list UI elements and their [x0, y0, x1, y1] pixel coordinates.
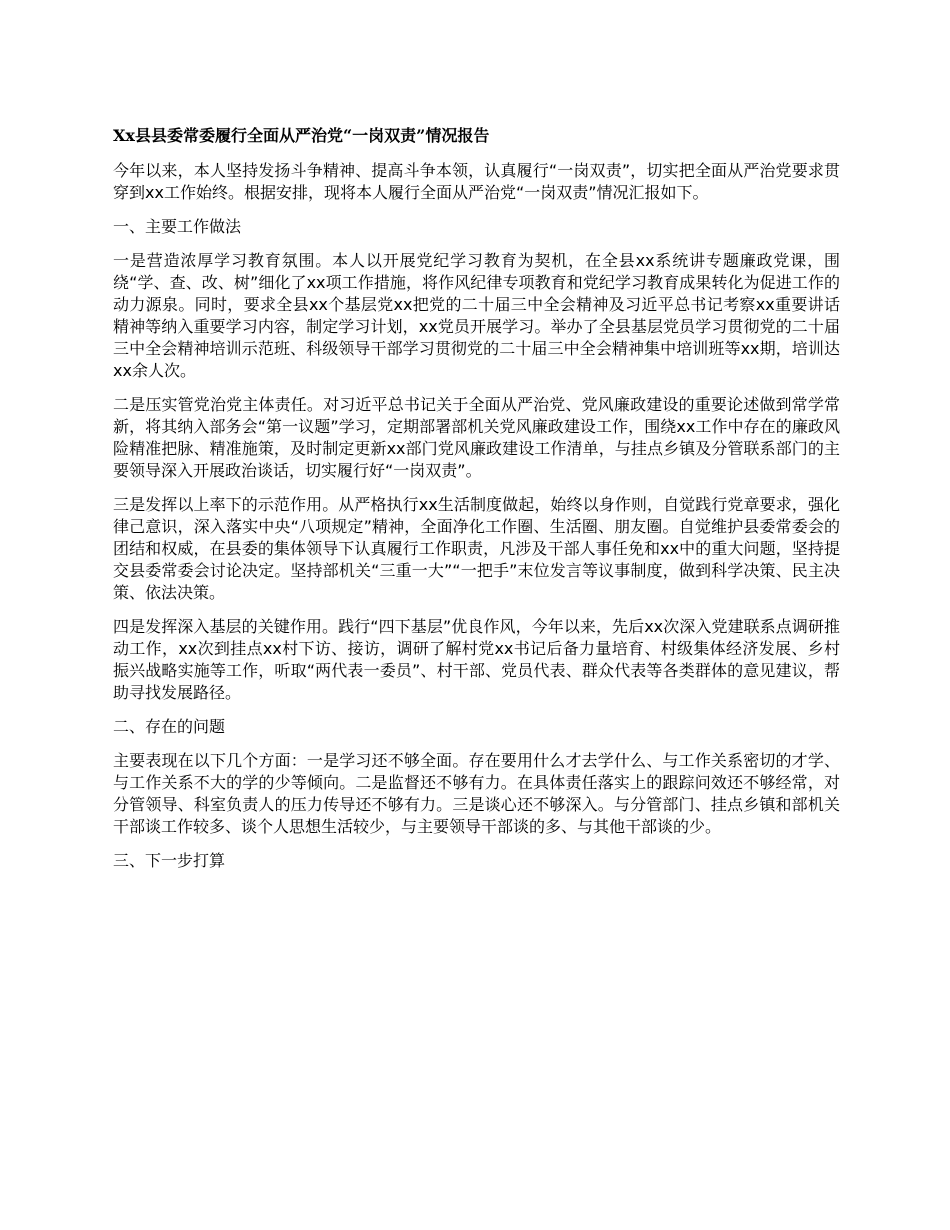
section-heading-main-work: 一、主要工作做法 [113, 217, 242, 236]
document-page [113, 124, 840, 884]
section-heading-problems: 二、存在的问题 [113, 717, 226, 736]
document-title: Xx县县委常委履行全面从严治党“一岗双责”情况报告 [113, 126, 490, 145]
paragraph-problems: 主要表现在以下几个方面：一是学习还不够全面。存在要用什么才去学什么、与工作关系密切的才学、与工作关系不大的学的少等倾向。二是监督还不够有力。在具体责任落实上的跟踪问效还不够经常，对分管领导、科室负责人的压力传导还不够有力。三是谈心还不够深入。与分管部门、挂点乡镇和部机关干部谈工作较多、谈个人思想生活较少，与主要领导干部谈的多、与其他干部谈的少。 [113, 751, 840, 836]
paragraph-main-responsibility: 二是压实管党治党主体责任。对习近平总书记关于全面从严治党、党风廉政建设的重要论述做到常学常新，将其纳入部务会“第一议题”学习，定期部署部机关党风廉政建设工作，围绕xx工作中存在的廉政风险精准把脉、精准施策，及时制定更新xx部门党风廉政建设工作清单，与挂点乡镇及分管联系部门的主要领导深入开展政治谈话，切实履行好“一岗双责”。 [113, 395, 840, 480]
paragraph-study-education: 一是营造浓厚学习教育氛围。本人以开展党纪学习教育为契机，在全县xx系统讲专题廉政党课，围绕“学、查、改、树”细化了xx项工作措施，将作风纪律专项教育和党纪学习教育成果转化为促进工作的动力源泉。同时，要求全县xx个基层党xx把党的二十届三中全会精神及习近平总书记考察xx重要讲话精神等纳入重要学习内容，制定学习计划，xx党员开展学习。举办了全县基层党员学习贯彻党的二十届三中全会精神培训示范班、科级领导干部学习贯彻党的二十届三中全会精神集中培训班等xx期，培训达xx余人次。 [113, 251, 840, 380]
intro-paragraph: 今年以来，本人坚持发扬斗争精神、提高斗争本领，认真履行“一岗双责”，切实把全面从严治党要求贯穿到xx工作始终。根据安排，现将本人履行全面从严治党“一岗双责”情况汇报如下。 [113, 161, 840, 202]
paragraph-grassroots-role: 四是发挥深入基层的关键作用。践行“四下基层”优良作风，今年以来，先后xx次深入党建联系点调研推动工作，xx次到挂点xx村下访、接访，调研了解村党xx书记后备力量培育、村级集体经济发展、乡村振兴战略实施等工作，听取“两代表一委员”、村干部、党员代表、群众代表等各类群体的意见建议，帮助寻找发展路径。 [113, 617, 840, 702]
section-heading-next-steps: 三、下一步打算 [113, 851, 226, 870]
paragraph-exemplary-role: 三是发挥以上率下的示范作用。从严格执行xx生活制度做起，始终以身作则，自觉践行党章要求，强化律己意识，深入落实中央“八项规定”精神，全面净化工作圈、生活圈、朋友圈。自觉维护县委常委会的团结和权威，在县委的集体领导下认真履行工作职责，凡涉及干部人事任免和xx中的重大问题，坚持提交县委常委会讨论决定。坚持部机关“三重一大”“一把手”末位发言等议事制度，做到科学决策、民主决策、依法决策。 [113, 495, 840, 602]
